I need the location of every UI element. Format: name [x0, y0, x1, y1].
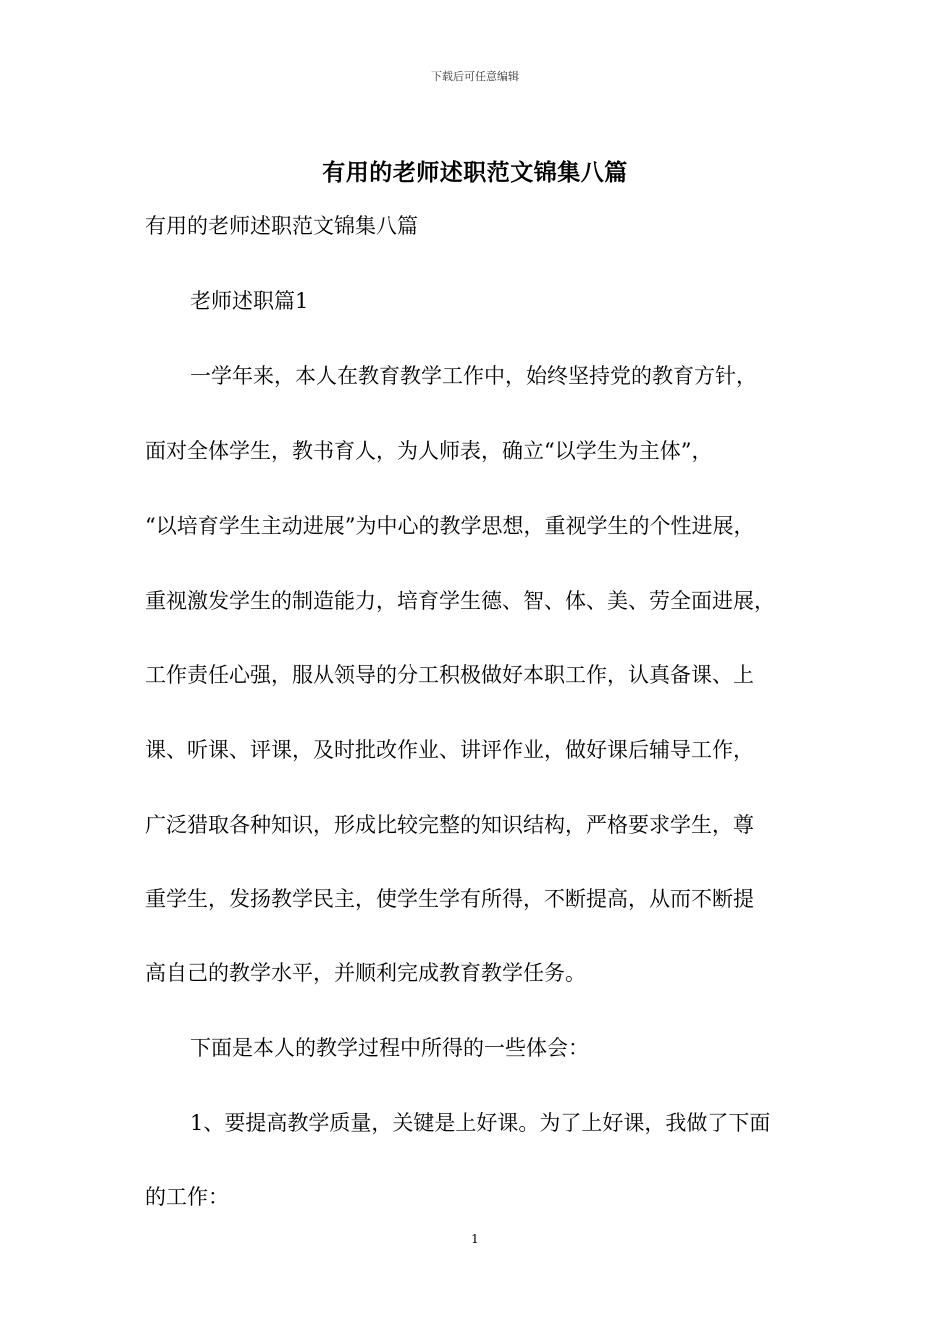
paragraph-line: 下面是本人的教学过程中所得的一些体会： [190, 1036, 589, 1060]
paragraph-line: “以培育学生主动进展”为中心的教学思想，重视学生的个性进展， [145, 514, 755, 538]
document-title: 有用的老师述职范文锦集八篇 [322, 159, 628, 186]
paragraph-line: 1、要提高教学质量，关键是上好课。为了上好课，我做了下面 [190, 1111, 771, 1135]
subtitle-line: 有用的老师述职范文锦集八篇 [145, 214, 418, 238]
paragraph-line: 的工作： [145, 1185, 229, 1209]
paragraph-line: 面对全体学生，教书育人，为人师表，确立“以学生为主体”， [145, 439, 713, 463]
paragraph-line: 工作责任心强，服从领导的分工积极做好本职工作，认真备课、上 [145, 663, 754, 687]
paragraph-line: 重视激发学生的制造能力，培育学生德、智、体、美、劳全面进展， [145, 589, 775, 613]
paragraph-line: 重学生，发扬教学民主，使学生学有所得，不断提高，从而不断提 [145, 887, 754, 911]
header-note: 下载后可任意编辑 [431, 70, 519, 83]
paragraph-line: 课、听课、评课，及时批改作业、讲评作业，做好课后辅导工作， [145, 738, 754, 762]
paragraph-line: 广泛猎取各种知识，形成比较完整的知识结构，严格要求学生，尊 [145, 813, 754, 837]
paragraph-line: 一学年来，本人在教育教学工作中，始终坚持党的教育方针， [190, 364, 757, 388]
paragraph-line: 高自己的教学水平，并顺利完成教育教学任务。 [145, 961, 586, 985]
page-number: 1 [471, 1232, 479, 1246]
section-heading: 老师述职篇1 [190, 289, 309, 313]
